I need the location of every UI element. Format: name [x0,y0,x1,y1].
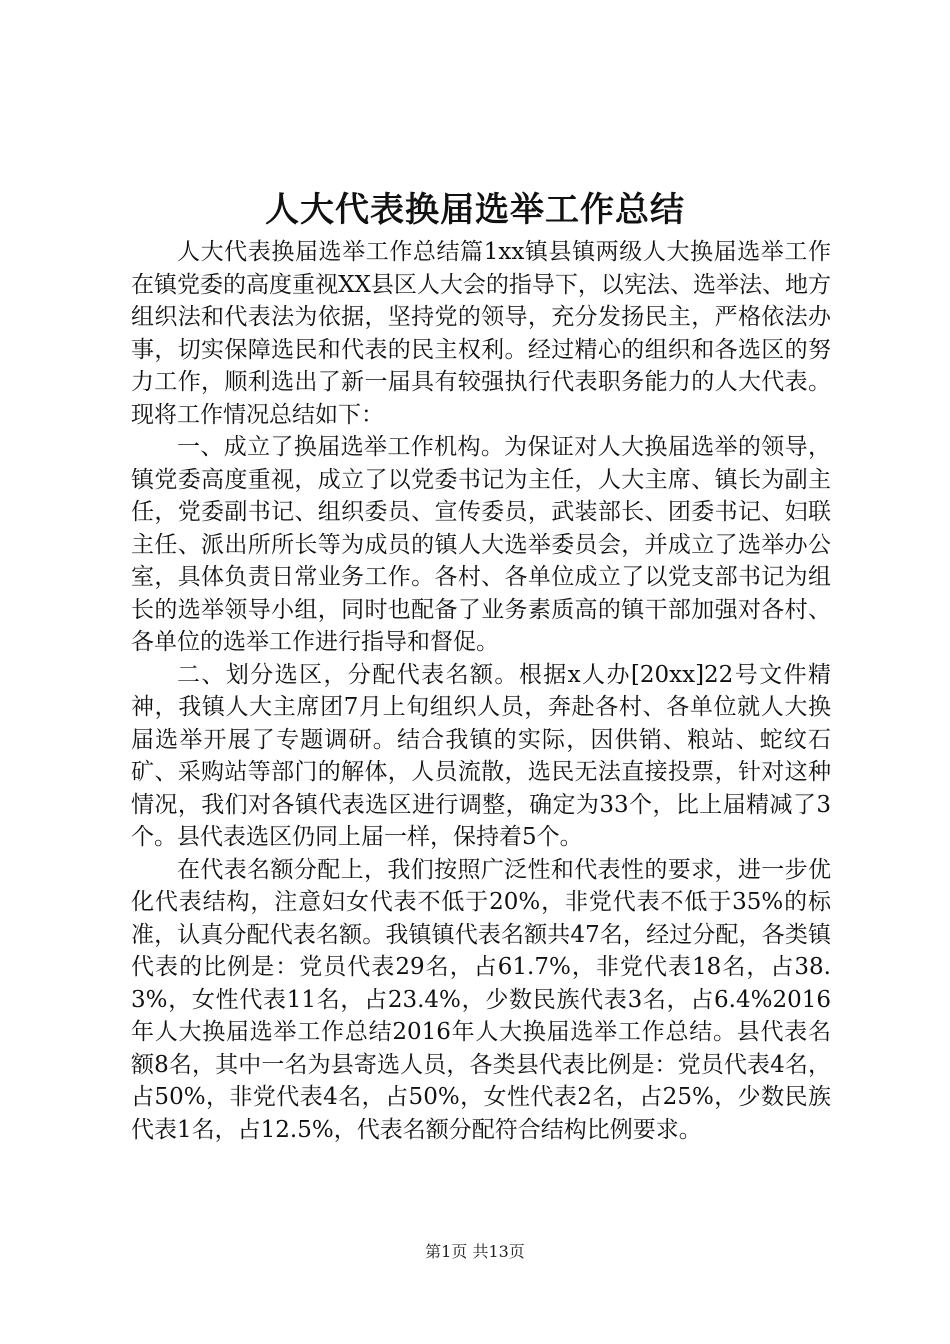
document-body [131,236,831,1146]
document-title: 人大代表换届选举工作总结 [265,190,685,230]
paragraph-quota: 在代表名额分配上，我们按照广泛性和代表性的要求，进一步优化代表结构，注意妇女代表不低于20%，非党代表不低于35%的标准，认真分配代表名额。我镇镇代表名额共47名，经过分配，各类镇代表的比例是：党员代表29名，占61.7%，非党代表18名，占38.3%，女性代表11名，占23.4%，少数民族代表3名，占6.4%2016年人大换届选举工作总结2016年人大换届选举工作总结。县代表名额8名，其中一名为县寄选人员，各类县代表比例是：党员代表4名，占50%，非党代表4名，占50%，女性代表2名，占25%，少数民族代表1名，占12.5%，代表名额分配符合结构比例要求。 [131,856,831,1143]
paragraph-intro: 人大代表换届选举工作总结篇1xx镇县镇两级人大换届选举工作在镇党委的高度重视XX县区人大会的指导下，以宪法、选举法、地方组织法和代表法为依据，坚持党的领导，充分发扬民主，严格依法办事，切实保障选民和代表的民主权利。经过精心的组织和各选区的努力工作，顺利选出了新一届具有较强执行代表职务能力的人大代表。现将工作情况总结如下： [131,239,831,428]
paragraph-section-2: 二、划分选区，分配代表名额。根据x人办[20xx]22号文件精神，我镇人大主席团7月上旬组织人员，奔赴各村、各单位就人大换届选举开展了专题调研。结合我镇的实际，因供销、粮站、蛇纹石矿、采购站等部门的解体，人员流散，选民无法直接投票，针对这种情况，我们对各镇代表选区进行调整，确定为33个，比上届精减了3个。县代表选区仍同上届一样，保持着5个。 [131,661,831,850]
page-number-footer: 第1页 共13页 [425,1242,525,1261]
paragraph-section-1: 一、成立了换届选举工作机构。为保证对人大换届选举的领导，镇党委高度重视，成立了以党委书记为主任，人大主席、镇长为副主任，党委副书记、组织委员、宣传委员，武装部长、团委书记、妇联主任、派出所所长等为成员的镇人大选举委员会，并成立了选举办公室，具体负责日常业务工作。各村、各单位成立了以党支部书记为组长的选举领导小组，同时也配备了业务素质高的镇干部加强对各村、各单位的选举工作进行指导和督促。 [131,434,831,655]
